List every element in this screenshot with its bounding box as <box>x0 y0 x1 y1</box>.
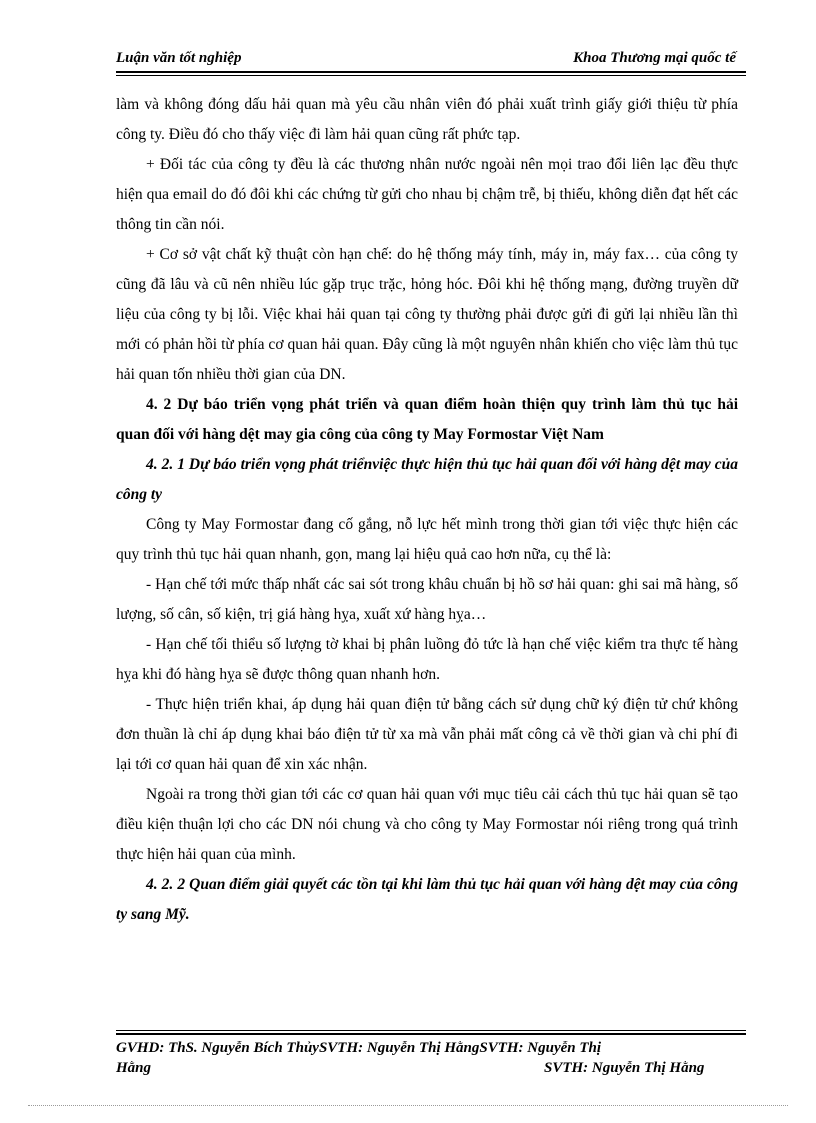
footer-rule-thick <box>116 1033 746 1035</box>
page-header <box>116 48 736 70</box>
footer-line-1: GVHD: ThS. Nguyễn Bích ThủySVTH: Nguyễn Thị HằngSVTH: Nguyễn Thị <box>116 1040 602 1056</box>
paragraph-company-efforts: Công ty May Formostar đang cố gắng, nỗ lực hết mình trong thời gian tới việc thực hiện các quy trình thủ tục hải quan nhanh, gọn, mang lại hiệu quả cao hơn nữa, cụ thể là: <box>116 516 738 563</box>
paragraph-partners-email: + Đối tác của công ty đều là các thương nhân nước ngoài nên mọi trao đổi liên lạc đều thực hiện qua email do đó đôi khi các chứng từ gửi cho nhau bị chậm trễ, bị thiếu, không diễn đạt hết các thông tin cần nói. <box>116 156 738 233</box>
list-item-red-channel: - Hạn chế tối thiểu số lượng tờ khai bị phân luồng đỏ tức là hạn chế việc kiểm tra thực tế hàng hỵa khi đó hàng hỵa sẽ được thông quan nhanh hơn. <box>116 636 738 683</box>
section-heading-4-2: 4. 2 Dự báo triển vọng phát triển và quan điểm hoàn thiện quy trình làm thủ tục hải quan đối với hàng dệt may gia công của công ty May Formostar Việt Nam <box>116 396 738 443</box>
body-text <box>116 90 738 930</box>
footer-student: SVTH: Nguyễn Thị Hằng <box>544 1060 705 1076</box>
list-item-minimize-errors: - Hạn chế tới mức thấp nhất các sai sót trong khâu chuẩn bị hồ sơ hải quan: ghi sai mã hàng, số lượng, số cân, số kiện, trị giá hàng hỵa, xuất xứ hàng hỵa… <box>116 576 738 623</box>
footer-line-2 <box>116 1058 736 1078</box>
paragraph-customs-reform: Ngoài ra trong thời gian tới các cơ quan hải quan với mục tiêu cải cách thủ tục hải quan sẽ tạo điều kiện thuận lợi cho các DN nói chung và cho công ty May Formostar nói riêng trong quá trình thực hiện hải quan của mình. <box>116 786 738 863</box>
paragraph-infrastructure: + Cơ sở vật chất kỹ thuật còn hạn chế: do hệ thống máy tính, máy in, máy fax… của công ty cũng đã lâu và cũ nên nhiều lúc gặp trục trặc, hỏng hóc. Đôi khi hệ thống mạng, đường truyền dữ liệu của công ty bị lỗi. Việc khai hải quan tại công ty thường phải được gửi đi gửi lại nhiều lần thì mới có phản hồi từ phía cơ quan hải quan. Đây cũng là một nguyên nhân khiến cho việc làm thủ tục hải quan tốn nhiều thời gian của DN. <box>116 246 738 383</box>
header-thesis-title: Luận văn tốt nghiệp <box>116 50 242 66</box>
header-rule-thick <box>116 71 746 73</box>
header-faculty: Khoa Thương mại quốc tế <box>573 50 736 66</box>
header-rule-thin <box>116 75 746 76</box>
list-item-e-customs: - Thực hiện triển khai, áp dụng hải quan điện tử bằng cách sử dụng chữ ký điện tử chứ không đơn thuần là chỉ áp dụng khai báo điện tử từ xa mà vẫn phải mất công cả về thời gian và chi phí đi lại tới cơ quan hải quan để xin xác nhận. <box>116 696 738 773</box>
page-boundary-dotted <box>28 1105 788 1106</box>
footer-line-2-left: Hằng <box>116 1060 152 1076</box>
subsection-heading-4-2-2: 4. 2. 2 Quan điểm giải quyết các tồn tại khi làm thủ tục hải quan với hàng dệt may của công ty sang Mỹ. <box>116 876 738 923</box>
subsection-heading-4-2-1: 4. 2. 1 Dự báo triển vọng phát triểnviệc thực hiện thủ tục hải quan đối với hàng dệt may của công ty <box>116 456 738 503</box>
page-footer <box>116 1038 736 1078</box>
paragraph-continuation: làm và không đóng dấu hải quan mà yêu cầu nhân viên đó phải xuất trình giấy giới thiệu từ phía công ty. Điều đó cho thấy việc đi làm hải quan cũng rất phức tạp. <box>116 96 738 143</box>
footer-rule-thin <box>116 1030 746 1031</box>
